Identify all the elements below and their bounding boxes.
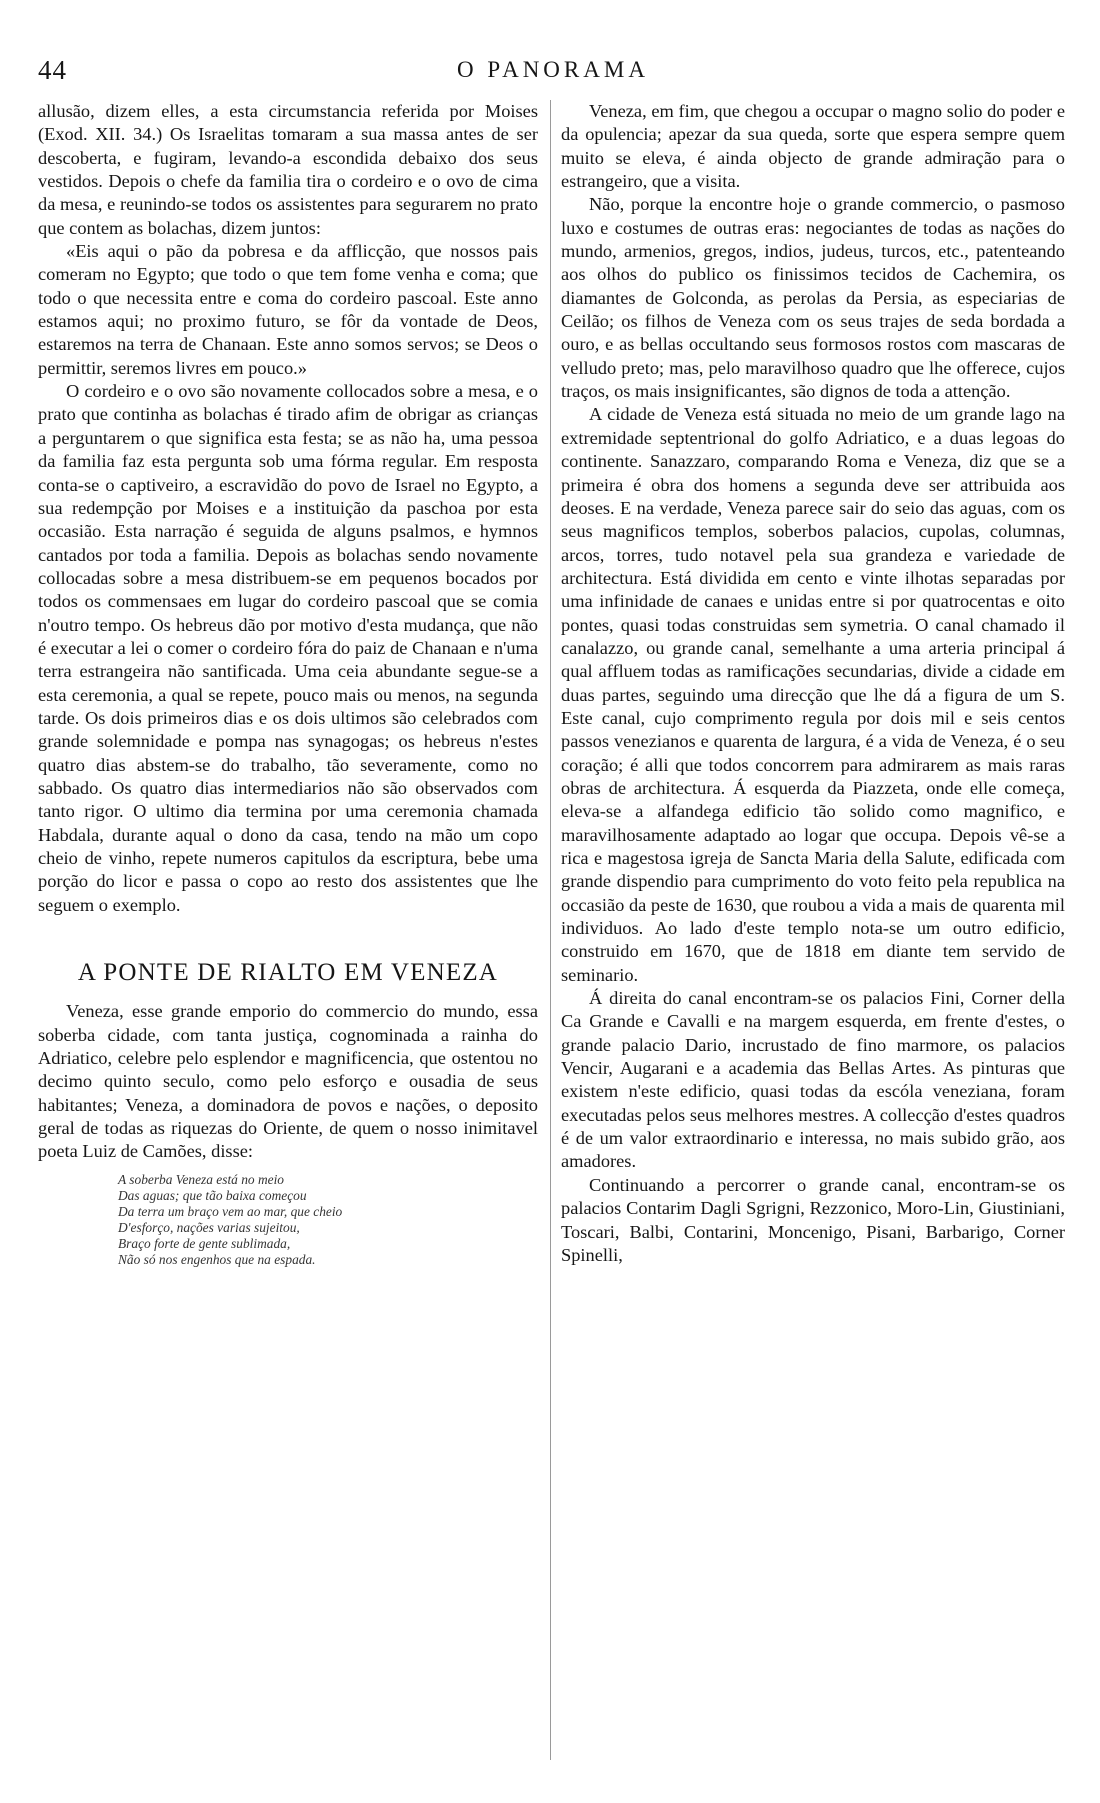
- left-column: [38, 100, 538, 1268]
- paragraph: Não, porque la encontre hoje o grande commercio, o pasmoso luxo e costumes de outras eras: negociantes de todas as nações do mundo, armenios, gregos, indios, judeus, turcos, etc., patenteando aos olhos do publico os finissimos tecidos de Cachemira, os diamantes de Golconda, as perolas da Persia, as especiarias de Ceilão; os filhos de Veneza com os seus trajes de seda bordada a ouro, e as bellas occultando seus formosos rostos com mascaras de velludo preto; mas, pelo maravilhoso quadro que lhe offerece, cujos traços, os mais insignificantes, são dignos de toda a attenção.: [561, 194, 1065, 402]
- paragraph: «Eis aqui o pão da pobresa e da afflicção, que nossos pais comeram no Egypto; que todo o que tem fome venha e coma; que todo o que necessita entre e coma do cordeiro pascoal. Este anno estamos aqui; no proximo futuro, se fôr da vontade de Deos, estaremos na terra de Chanaan. Este anno somos servos; se Deos o permittir, seremos livres em pouco.»: [38, 241, 538, 378]
- paragraph: allusão, dizem elles, a esta circumstancia referida por Moises (Exod. XII. 34.) Os Israelitas tomaram a sua massa antes de ser descoberta, e fugiram, levando-a escondida debaixo dos seus vestidos. Depois o chefe da familia tira o cordeiro e o ovo de cima da mesa, e reunindo-se todos os assistentes para segurarem no prato que contem as bolachas, dizem juntos:: [38, 101, 538, 238]
- page-header: [38, 55, 1068, 89]
- paragraph: Continuando a percorrer o grande canal, encontram-se os palacios Contarim Dagli Sgrigni, Rezzonico, Moro-Lin, Giustiniani, Toscari, Balbi, Contarini, Moncenigo, Pisani, Barbarigo, Corner Spinelli,: [561, 1174, 1065, 1265]
- paragraph: A cidade de Veneza está situada no meio de um grande lago na extremidade septentrional do golfo Adriatico, e a duas legoas do continente. Sanazzaro, comparando Roma e Veneza, diz que se a primeira é obra dos homens a segunda deve ser attribuida aos deoses. E na verdade, Veneza parece sair do seio das aguas, com os seus magnificos templos, soberbos palacios, cupolas, columnas, arcos, torres, tudo notavel pela sua grandeza e variedade de architectura. Está dividida em cento e vinte ilhotas separadas por uma infinidade de canaes e unidas entre si por quatrocentas e oito pontes, quasi todas construidas sem symetria. O canal chamado il canalazzo, ou grande canal, semelhante a uma arteria principal á qual affluem todas as ramificações secundarias, divide a cidade em duas partes, seguindo uma direcção que lhe dá a figura de um S. Este canal, cujo comprimento regula por dois mil e seis centos passos venezianos e quarenta de largura, é a vida de Veneza, é o seu coração; é alli que todos concorrem para admirarem as mais raras obras de architectura. Á esquerda da Piazzeta, onde elle começa, eleva-se a alfandega edificio tão solido como magnifico, e maravilhosamente adaptado ao logar que occupa. Depois vê-se a rica e magestosa igreja de Sancta Maria della Salute, edificada com grande dispendio para cumprimento do voto feito pela republica na occasião da peste de 1630, que roubou a vida a mais de quarenta mil individuos. Ao lado d'este templo nota-se um outro edificio, construido em 1670, que de 1818 em diante tem servido de seminario.: [561, 404, 1065, 985]
- poem-line: A soberba Veneza está no meio: [118, 1171, 284, 1187]
- poem-line: Braço forte de gente sublimada,: [118, 1235, 291, 1251]
- poem-line: Da terra um braço vem ao mar, que cheio: [118, 1203, 343, 1219]
- poem-line: Das aguas; que tão baixa começou: [118, 1187, 307, 1203]
- poem-line: Não só nos engenhos que na espada.: [118, 1251, 316, 1267]
- paragraph: O cordeiro e o ovo são novamente collocados sobre a mesa, e o prato que continha as bolachas é tirado afim de obrigar as crianças a perguntarem o que significa esta festa; se as não ha, uma pessoa da familia faz esta pergunta sob uma fórma regular. Em resposta conta-se o captiveiro, a escravidão do povo de Israel no Egypto, a sua redempção por Moises e a instituição da paschoa por esta occasião. Esta narração é seguida de alguns psalmos, e hymnos cantados por toda a familia. Depois as bolachas sendo novamente collocadas sobre a mesa distribuem-se em pequenos bocados por todos os commensaes em lugar do cordeiro pascoal que se comia n'outro tempo. Os hebreus dão por motivo d'esta mudança, que não é executar a lei o comer o cordeiro fóra do paiz de Chanaan e n'uma terra estrangeira não santificada. Uma ceia abundante segue-se a esta ceremonia, a qual se repete, pouco mais ou menos, na segunda tarde. Os dois primeiros dias e os dois ultimos são celebrados com grande solemnidade e pompa nas synagogas; os hebreus n'estes quatro dias abstem-se do trabalho, tão severamente, como no sabbado. Os quatro dias intermediarios não são observados com tanto rigor. O ultimo dia termina por uma ceremonia chamada Habdala, durante aqual o dono da casa, tendo na mão um copo cheio de vinho, repete numeros capitulos da escriptura, bebe uma porção do licor e passa o copo ao resto dos assistentes que lhe seguem o exemplo.: [38, 381, 538, 915]
- right-column: [561, 100, 1065, 1267]
- column-divider: [550, 100, 551, 1760]
- journal-title: O PANORAMA: [457, 57, 649, 82]
- page-number: 44: [38, 55, 67, 85]
- newspaper-page: [38, 0, 1068, 1803]
- article-title: A PONTE DE RIALTO EM VENEZA: [77, 959, 499, 987]
- poem-quote: [118, 1172, 538, 1268]
- paragraph: Veneza, em fim, que chegou a occupar o magno solio do poder e da opulencia; apezar da sua queda, sorte que espera sempre quem muito se eleva, é ainda objecto de grande admiração para o estrangeiro, que a visita.: [561, 101, 1065, 192]
- poem-line: D'esforço, nações varias sujeitou,: [118, 1219, 300, 1235]
- paragraph: Á direita do canal encontram-se os palacios Fini, Corner della Ca Grande e Cavalli e na margem esquerda, em frente d'estes, o grande palacio Dario, incrustado de fino marmore, os palacios Vencir, Augarani e a academia das Bellas Artes. As pinturas que existem n'este edificio, quasi todas da escóla veneziana, foram executadas pelos seus melhores mestres. A collecção d'estes quadros é de um valor extraordinario e interessa, no mais subido grão, aos amadores.: [561, 988, 1065, 1172]
- paragraph: Veneza, esse grande emporio do commercio do mundo, essa soberba cidade, com tanta justiça, cognominada a rainha do Adriatico, celebre pelo esplendor e magnificencia, que ostentou no decimo quinto seculo, como pelo esforço e ousadia de seus habitantes; Veneza, a dominadora de povos e nações, o deposito geral de todas as riquezas do Oriente, de quem o nosso inimitavel poeta Luiz de Camões, disse:: [38, 1001, 538, 1162]
